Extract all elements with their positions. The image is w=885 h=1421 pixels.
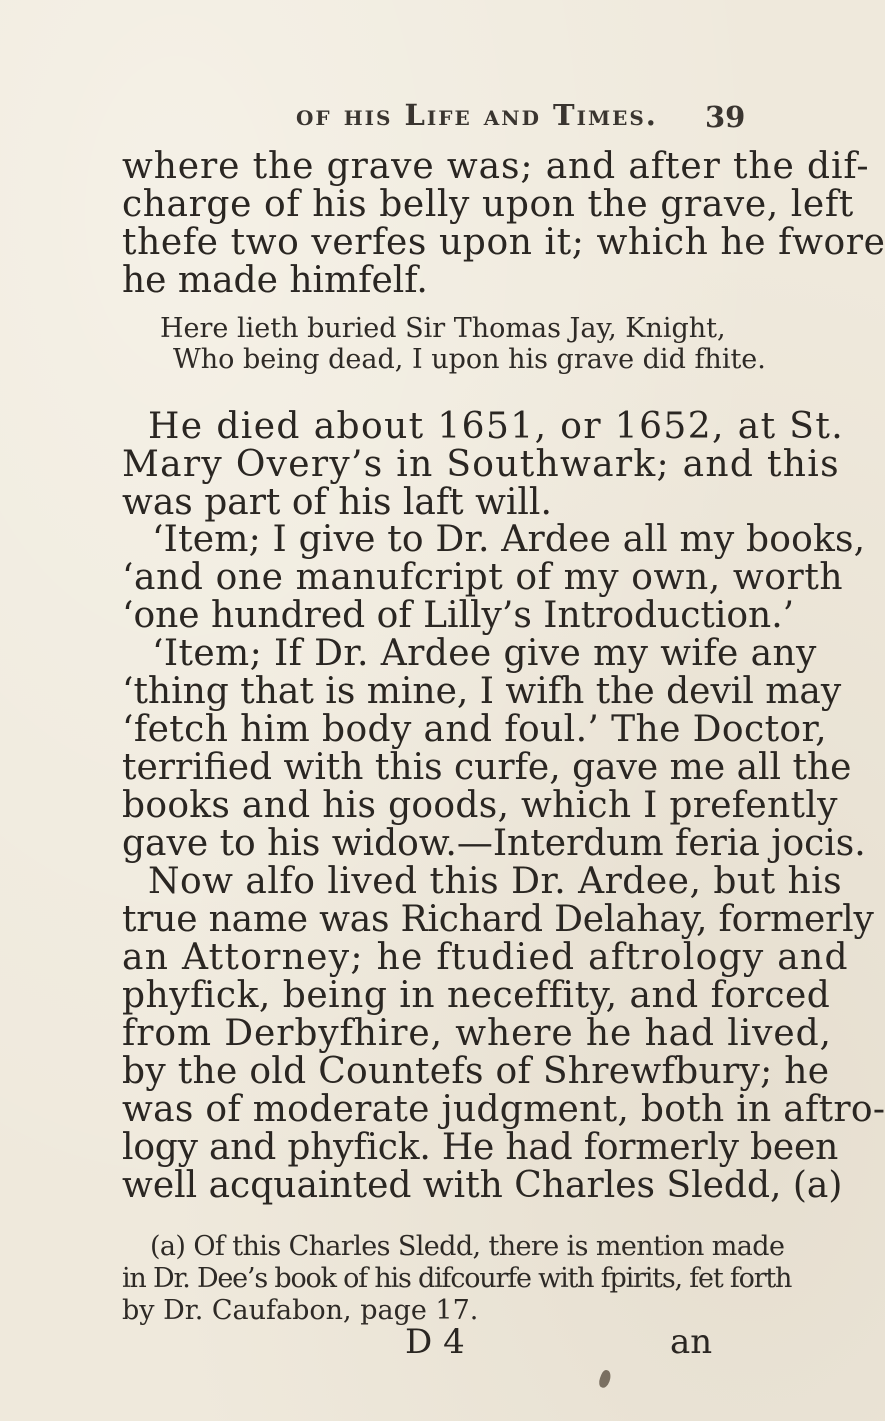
text-line: ‘and one manufcript of my own, worth — [122, 557, 844, 598]
footnote-line: in Dr. Dee’s book of his difcourfe with fpirits, fet forth — [122, 1263, 792, 1294]
text-line: thefe two verfes upon it; which he fwore — [122, 222, 885, 263]
text-line: was of moderate judgment, both in aftro- — [122, 1089, 885, 1130]
text-line: ‘fetch him body and foul.’ The Doctor, — [122, 709, 828, 750]
text-line: logy and phyfick. He had formerly been — [122, 1127, 839, 1168]
signature-mark: D 4 — [405, 1322, 465, 1362]
ink-blot — [597, 1369, 613, 1389]
text-line: charge of his belly upon the grave, left — [122, 184, 854, 225]
text-line: true name was Richard Delahay, formerly — [122, 899, 874, 940]
text-line: ‘Item; If Dr. Ardee give my wife any — [152, 633, 817, 674]
footnote-line: (a) Of this Charles Sledd, there is mention made — [150, 1231, 785, 1262]
text-line: well acquainted with Charles Sledd, (a) — [122, 1165, 843, 1206]
text-line: books and his goods, which I prefently — [122, 785, 838, 826]
running-title: of his Life and Times. — [296, 98, 658, 132]
text-line: phyfick, being in neceffity, and forced — [122, 975, 831, 1016]
text-line: an Attorney; he ftudied aftrology and — [122, 937, 849, 978]
footnote-line: by Dr. Caufabon, page 17. — [122, 1295, 479, 1326]
text-line: gave to his widow.—Interdum feria jocis. — [122, 823, 866, 864]
catchword: an — [670, 1322, 713, 1362]
text-line: He died about 1651, or 1652, at St. — [148, 406, 845, 447]
text-line: terrified with this curfe, gave me all the — [122, 747, 852, 788]
text-line: from Derbyfhire, where he had lived, — [122, 1013, 832, 1054]
text-line: by the old Countefs of Shrewfbury; he — [122, 1051, 830, 1092]
text-line: Mary Overy’s in Southwark; and this — [122, 444, 840, 485]
text-line: Now alfo lived this Dr. Ardee, but his — [148, 861, 843, 902]
page-number: 39 — [705, 100, 746, 134]
text-line: ‘thing that is mine, I wifh the devil may — [122, 671, 842, 712]
page-header — [0, 98, 800, 138]
epitaph-line: Here lieth buried Sir Thomas Jay, Knight, — [160, 313, 726, 344]
text-line: ‘Item; I give to Dr. Ardee all my books, — [152, 519, 866, 560]
text-line: where the grave was; and after the dif- — [122, 146, 870, 187]
text-line: was part of his laft will. — [122, 482, 552, 523]
epitaph-line: Who being dead, I upon his grave did fhite. — [173, 344, 766, 375]
text-line: ‘one hundred of Lilly’s Introduction.’ — [122, 595, 795, 636]
text-line: he made himfelf. — [122, 260, 428, 301]
